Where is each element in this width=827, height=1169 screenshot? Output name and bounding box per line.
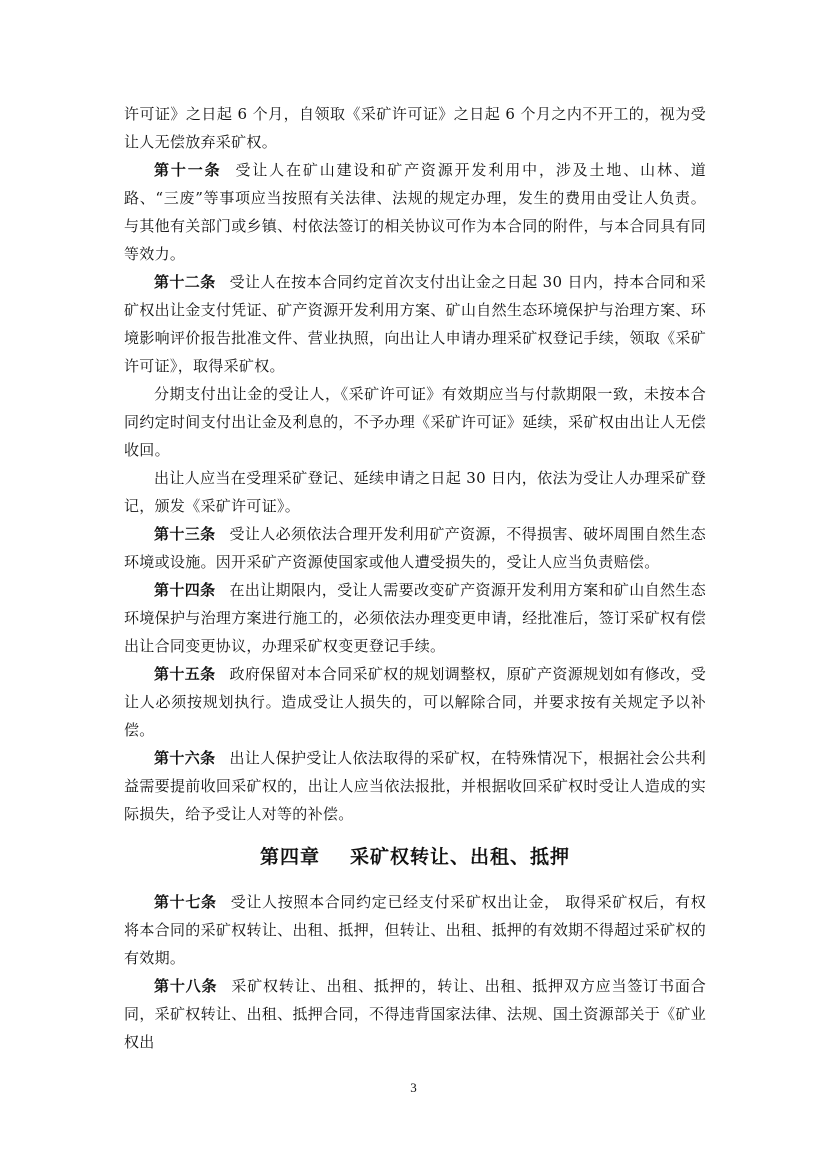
- article-text: 受让人在按本合同约定首次支付出让金之日起 30 日内，持本合同和采矿权出让金支付凭证、矿产资源开发利用方案、矿山自然生态环境保护与治理方案、环境影响评价报告批准文件、营业执照，向出让人申请办理采矿权登记手续，领取《采矿许可证》，取得采矿权。: [124, 273, 707, 375]
- article-number: 第十七条: [154, 893, 217, 911]
- chapter-number: 第四章: [259, 846, 320, 868]
- article-14: [124, 576, 706, 660]
- paragraph: [124, 380, 706, 464]
- chapter-heading: [124, 842, 706, 872]
- paragraph-text: 分期支付出让金的受让人，《采矿许可证》有效期应当与付款期限一致，未按本合同约定时间支付出让金及利息的，不予办理《采矿许可证》延续，采矿权由出让人无偿收回。: [124, 385, 706, 459]
- article-13: [124, 520, 706, 576]
- article-text: 采矿权转让、出租、抵押的，转让、出租、抵押双方应当签订书面合同，采矿权转让、出租、抵押合同，不得违背国家法律、法规、国土资源部关于《矿业权出: [124, 977, 706, 1051]
- article-text: 政府保留对本合同采矿权的规划调整权，原矿产资源规划如有修改，受让人必须按规划执行。造成受让人损失的，可以解除合同，并要求按有关规定予以补偿。: [124, 665, 706, 739]
- article-18: [124, 972, 706, 1056]
- article-number: 第十八条: [154, 977, 218, 995]
- article-text: 出让人保护受让人依法取得的采矿权，在特殊情况下，根据社会公共利益需要提前收回采矿权的，出让人应当依法报批，并根据收回采矿权时受让人造成的实际损失，给予受让人对等的补偿。: [124, 749, 706, 823]
- article-16: [124, 744, 706, 828]
- article-number: 第十五条: [154, 665, 216, 683]
- article-text: 受让人按照本合同约定已经支付采矿权出让金， 取得采矿权后，有权将本合同的采矿权转让、出租、抵押，但转让、出租、抵押的有效期不得超过采矿权的有效期。: [124, 893, 706, 967]
- article-12: [124, 268, 706, 380]
- article-number: 第十三条: [154, 525, 216, 543]
- article-number: 第十二条: [154, 273, 216, 291]
- article-15: [124, 660, 706, 744]
- document-body: [124, 100, 706, 1056]
- article-text: 在出让期限内，受让人需要改变矿产资源开发利用方案和矿山自然生态环境保护与治理方案进行施工的，必须依法办理变更申请，经批准后，签订采矿权有偿出让合同变更协议，办理采矿权变更登记手续。: [124, 581, 706, 655]
- article-number: 第十一条: [154, 161, 222, 179]
- paragraph-text: 许可证》之日起 6 个月，自领取《采矿许可证》之日起 6 个月之内不开工的，视为受让人无偿放弃采矿权。: [124, 105, 706, 151]
- article-text: 受让人必须依法合理开发利用矿产资源，不得损害、破坏周围自然生态环境或设施。因开采矿产资源使国家或他人遭受损失的，受让人应当负责赔偿。: [124, 525, 706, 571]
- page-number: 3: [410, 1080, 417, 1095]
- chapter-title: 采矿权转让、出租、抵押: [350, 846, 571, 868]
- paragraph: [124, 464, 706, 520]
- article-number: 第十六条: [154, 749, 216, 767]
- spacer: [124, 872, 706, 888]
- article-11: [124, 156, 706, 268]
- article-17: [124, 888, 706, 972]
- paragraph-text: 出让人应当在受理采矿登记、延续申请之日起 30 日内，依法为受让人办理采矿登记，颁发《采矿许可证》。: [124, 469, 706, 515]
- spacer: [124, 828, 706, 842]
- paragraph: [124, 100, 706, 156]
- article-text: 受让人在矿山建设和矿产资源开发利用中，涉及土地、山林、道路、“三废”等事项应当按照有关法律、法规的规定办理，发生的费用由受让人负责。与其他有关部门或乡镇、村依法签订的相关协议可作为本合同的附件，与本合同具有同等效力。: [124, 161, 707, 263]
- article-number: 第十四条: [154, 581, 216, 599]
